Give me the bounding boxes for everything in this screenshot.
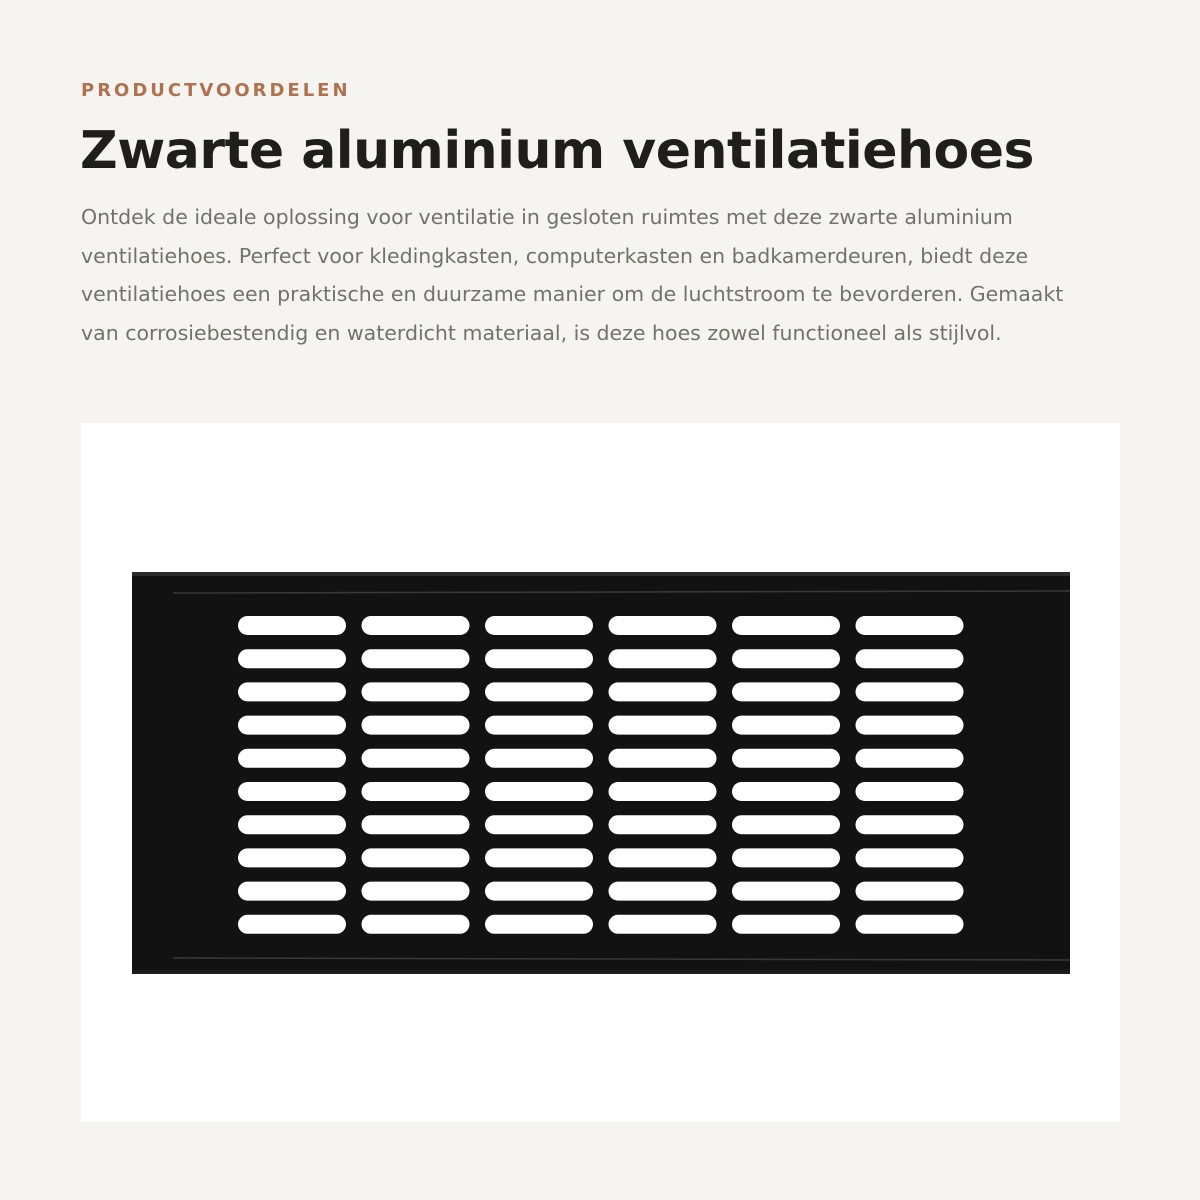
grille-slot bbox=[238, 749, 346, 768]
grille-slot bbox=[238, 649, 346, 668]
grille-slot bbox=[238, 848, 346, 867]
grille-slot bbox=[609, 915, 717, 934]
grille-slot bbox=[485, 716, 593, 735]
grille-slot bbox=[732, 848, 840, 867]
grille-slot bbox=[362, 616, 470, 635]
grille-slot bbox=[485, 749, 593, 768]
grille-slot bbox=[609, 815, 717, 834]
grille-slot bbox=[856, 682, 964, 701]
grille-slot bbox=[485, 848, 593, 867]
grille-slot bbox=[485, 782, 593, 801]
grille-slot bbox=[856, 716, 964, 735]
grille-slot bbox=[362, 649, 470, 668]
grille-slot bbox=[732, 749, 840, 768]
grille-slot bbox=[238, 882, 346, 901]
grille-slot bbox=[238, 915, 346, 934]
grille-slot bbox=[856, 749, 964, 768]
section-eyebrow: PRODUCTVOORDELEN bbox=[81, 80, 351, 101]
grille-slot bbox=[732, 815, 840, 834]
grille-slot bbox=[609, 616, 717, 635]
grille-slot bbox=[856, 882, 964, 901]
grille-slot bbox=[609, 848, 717, 867]
grille-slot bbox=[609, 682, 717, 701]
product-image-panel bbox=[81, 423, 1120, 1122]
grille-slot bbox=[856, 815, 964, 834]
section-description: Ontdek de ideale oplossing voor ventilatie in gesloten ruimtes met deze zwarte aluminium ventilatiehoes. Perfect voor kledingkasten, computerkasten en badkamerdeuren, biedt deze ventilatiehoes een praktische en duurzame manier om de luchtstroom te bevorderen. Gemaakt van corrosiebestendig en waterdicht materiaal, is deze hoes zowel functioneel als stijlvol. bbox=[81, 205, 1064, 345]
grille-slot bbox=[485, 649, 593, 668]
grille-slot bbox=[609, 716, 717, 735]
grille-top-edge bbox=[132, 572, 1070, 576]
grille-slot bbox=[609, 649, 717, 668]
grille-slot bbox=[609, 749, 717, 768]
grille-slot bbox=[238, 716, 346, 735]
grille-slot bbox=[732, 915, 840, 934]
grille-slot bbox=[238, 815, 346, 834]
grille-slot bbox=[238, 682, 346, 701]
section-title: Zwarte aluminium ventilatiehoes bbox=[80, 121, 1034, 181]
grille-slot bbox=[856, 915, 964, 934]
grille-slot bbox=[732, 782, 840, 801]
grille-slot bbox=[856, 848, 964, 867]
grille-slot bbox=[732, 649, 840, 668]
grille-slot bbox=[238, 616, 346, 635]
grille-slot bbox=[856, 782, 964, 801]
grille-slot bbox=[485, 682, 593, 701]
grille-slot bbox=[485, 616, 593, 635]
grille-slot bbox=[732, 616, 840, 635]
grille-slot bbox=[362, 915, 470, 934]
grille-slot bbox=[856, 616, 964, 635]
grille-slot bbox=[362, 682, 470, 701]
grille-slot bbox=[362, 716, 470, 735]
grille-slot bbox=[732, 882, 840, 901]
grille-slot bbox=[362, 882, 470, 901]
grille-slot bbox=[609, 782, 717, 801]
grille-slot bbox=[362, 749, 470, 768]
grille-slot bbox=[238, 782, 346, 801]
grille-slot bbox=[732, 716, 840, 735]
grille-slot bbox=[485, 915, 593, 934]
grille-slot bbox=[485, 815, 593, 834]
grille-slot bbox=[609, 882, 717, 901]
grille-slot bbox=[732, 682, 840, 701]
grille-bottom-edge bbox=[132, 970, 1070, 974]
grille-slot bbox=[362, 782, 470, 801]
grille-slot bbox=[362, 848, 470, 867]
ventilation-grille-image bbox=[81, 423, 1120, 1122]
grille-slot bbox=[856, 649, 964, 668]
grille-slot bbox=[485, 882, 593, 901]
grille-slot bbox=[362, 815, 470, 834]
